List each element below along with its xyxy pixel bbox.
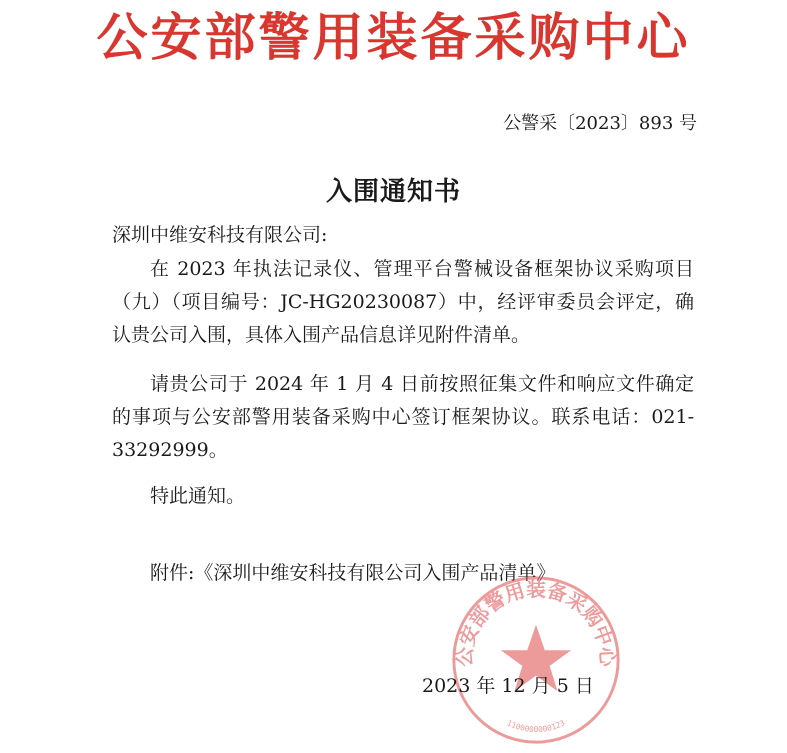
page-title: 入围通知书: [325, 177, 461, 207]
recipient: 深圳中维安科技有限公司:: [112, 224, 328, 246]
issue-date: 2023 年 12 月 5 日: [422, 675, 594, 697]
official-seal: [448, 572, 624, 748]
document-number: 公警采〔2023〕893 号: [503, 113, 697, 134]
org-header: 公安部警用装备采购中心: [96, 9, 691, 68]
body-paragraph-2: 请贵公司于 2024 年 1 月 4 日前按照征集文件和响应文件确定的事项与公安部警用装备采购中心签订框架协议。联系电话：021-33292999。: [112, 373, 694, 461]
attachment-line: 附件:《深圳中维安科技有限公司入围产品清单》: [150, 562, 556, 584]
body-paragraph-1: 在 2023 年执法记录仪、管理平台警械设备框架协议采购项目（九）（项目编号：JC-HG20230087）中，经评审委员会评定，确认贵公司入围，具体入围产品信息详见附件清单。: [112, 258, 694, 346]
seal-serial: 1100000000123: [505, 718, 567, 735]
body-paragraph-3: 特此通知。: [150, 485, 246, 507]
seal-text: 公安部警用装备采购中心: [453, 577, 619, 668]
seal-graphic: [448, 572, 624, 748]
